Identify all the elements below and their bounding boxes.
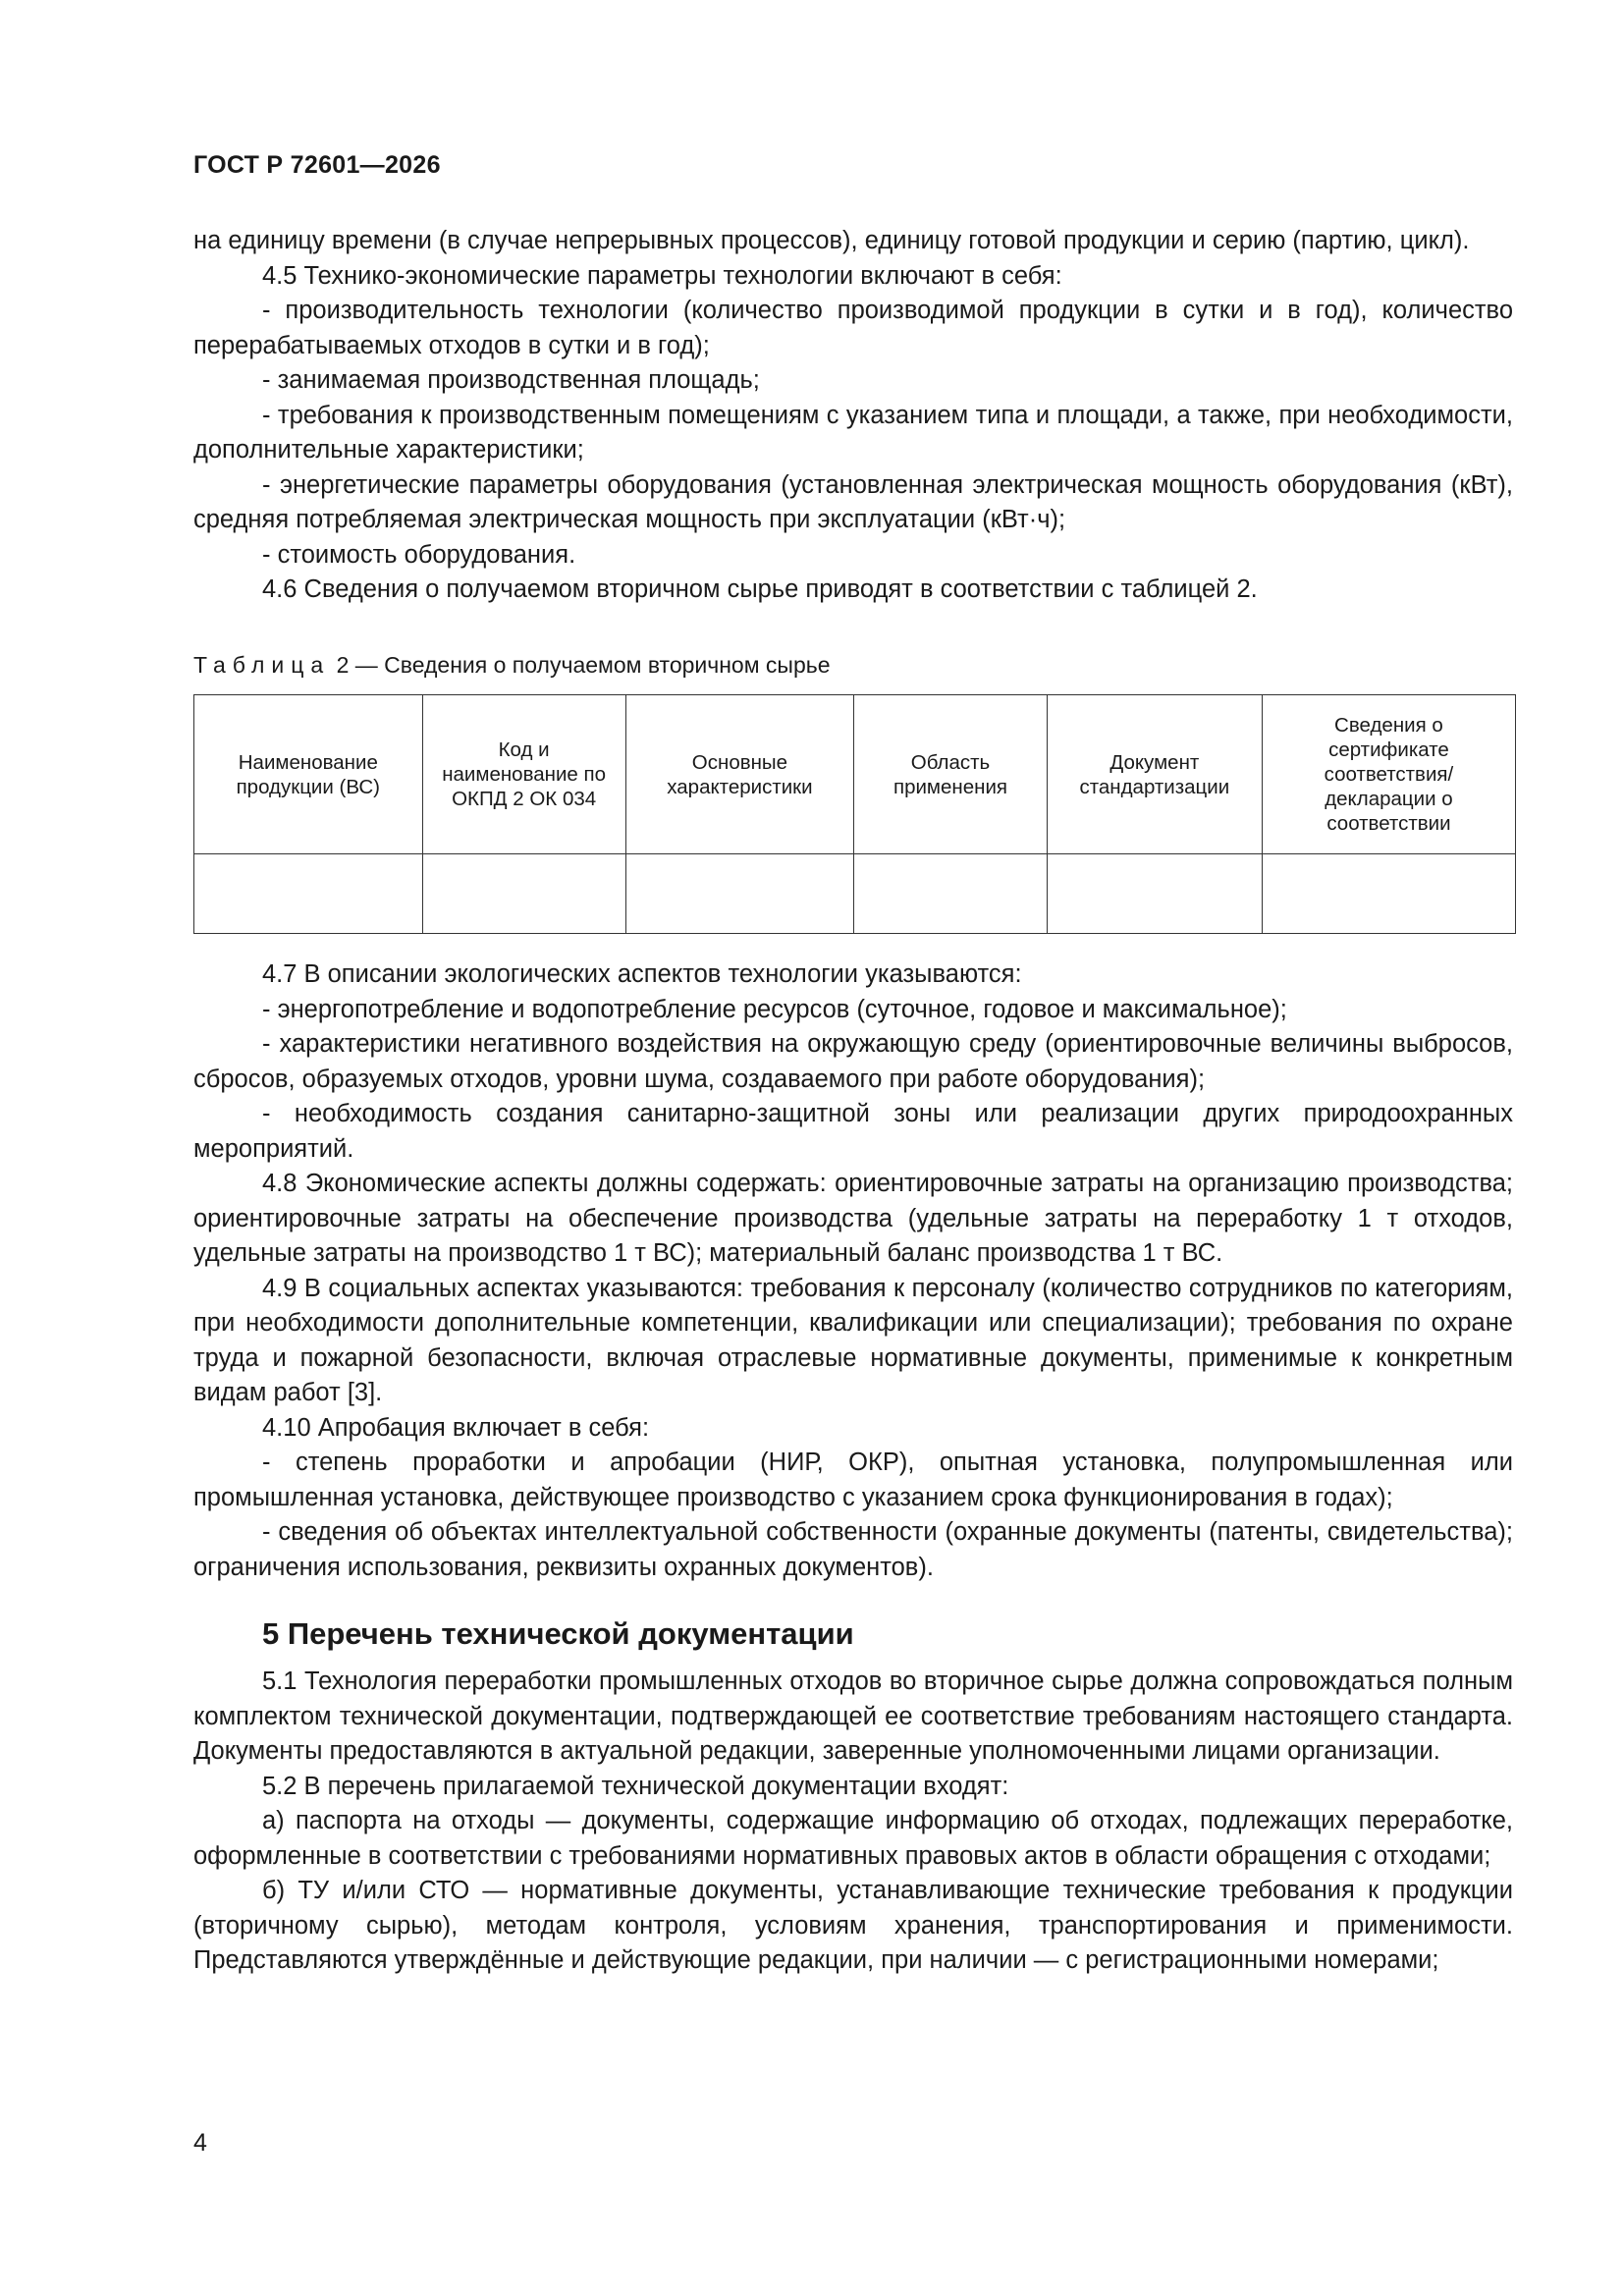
- table-header-cell: Документ стандартизации: [1047, 695, 1262, 854]
- table-caption-title: 2 — Сведения о получаемом вторичном сырье: [330, 652, 831, 678]
- body-text-block-1: [193, 224, 1513, 608]
- section-heading: 5 Перечень технической документации: [262, 1616, 854, 1651]
- table-header-cell: Сведения о сертификате соответствия/ декларации о соответствии: [1262, 695, 1515, 854]
- paragraph: 4.6 Сведения о получаемом вторичном сырье приводят в соответствии с таблицей 2.: [262, 575, 1258, 603]
- table-cell: [422, 854, 625, 934]
- document-header: ГОСТ Р 72601—2026: [193, 151, 441, 179]
- paragraph: - энергетические параметры оборудования (установленная электрическая мощность оборудования (кВт), средняя потребляемая электрическая мощность при эксплуатации (кВт·ч);: [193, 470, 1513, 533]
- table-caption: [193, 652, 831, 679]
- paragraph: - производительность технологии (количество производимой продукции в сутки и в год), количество перерабатываемых отходов в сутки и в год);: [193, 297, 1513, 359]
- paragraph: 5.2 В перечень прилагаемой технической документации входят:: [262, 1772, 1009, 1800]
- paragraph: 4.10 Апробация включает в себя:: [262, 1413, 650, 1442]
- table-header-cell: Наименование продукции (ВС): [194, 695, 423, 854]
- table-header-row: [194, 695, 1516, 854]
- table-cell: [1047, 854, 1262, 934]
- table-cell: [194, 854, 423, 934]
- paragraph: - энергопотребление и водопотребление ресурсов (суточное, годовое и максимальное);: [262, 995, 1287, 1023]
- paragraph: - занимаемая производственная площадь;: [262, 366, 760, 394]
- paragraph: 5.1 Технология переработки промышленных отходов во вторичное сырье должна сопровождаться полным комплектом технической документации, подтверждающей ее соответствие требованиям настоящего стандарта. Документы предоставляются в актуальной редакции, заверенные уполномоченными лицами организации.: [193, 1667, 1513, 1765]
- paragraph: 4.9 В социальных аспектах указываются: требования к персоналу (количество сотрудников по категориям, при необходимости дополнительные компетенции, квалификации или специализации); требования по охране труда и пожарной безопасности, включая отраслевые нормативные документы, применимые к конкретным видам работ [3].: [193, 1274, 1513, 1406]
- body-text-block-3: [193, 1665, 1513, 1979]
- paragraph: 4.7 В описании экологических аспектов технологии указываются:: [262, 960, 1022, 988]
- secondary-raw-materials-table: [193, 694, 1516, 934]
- table-caption-label: Таблица: [193, 652, 331, 678]
- table-cell: [1262, 854, 1515, 934]
- table-cell: [625, 854, 854, 934]
- paragraph: - стоимость оборудования.: [262, 540, 576, 569]
- paragraph: - требования к производственным помещениям с указанием типа и площади, а также, при необходимости, дополнительные характеристики;: [193, 401, 1513, 464]
- paragraph: на единицу времени (в случае непрерывных процессов), единицу готовой продукции и серию (партию, цикл).: [193, 227, 1470, 254]
- table-header-cell: Основные характеристики: [625, 695, 854, 854]
- body-text-block-2: [193, 957, 1513, 1585]
- paragraph: б) ТУ и/или СТО — нормативные документы, устанавливающие технические требования к продукции (вторичному сырью), методам контроля, условиям хранения, транспортирования и применимости. Представляются утверждённые и действующие редакции, при наличии — с регистрационными номерами;: [193, 1877, 1513, 1974]
- page-number: 4: [193, 2129, 207, 2157]
- table-cell: [854, 854, 1048, 934]
- paragraph: 4.5 Технико-экономические параметры технологии включают в себя:: [262, 261, 1062, 290]
- paragraph: - степень проработки и апробации (НИР, ОКР), опытная установка, полупромышленная или промышленная установка, действующее производство с указанием срока функционирования в годах);: [193, 1449, 1513, 1511]
- paragraph: - сведения об объектах интеллектуальной собственности (охранные документы (патенты, свидетельства); ограничения использования, реквизиты охранных документов).: [193, 1518, 1513, 1581]
- paragraph: - характеристики негативного воздействия на окружающую среду (ориентировочные величины выбросов, сбросов, образуемых отходов, уровни шума, создаваемого при работе оборудования);: [193, 1030, 1513, 1093]
- paragraph: а) паспорта на отходы — документы, содержащие информацию об отходах, подлежащих переработке, оформленные в соответствии с требованиями нормативных правовых актов в области обращения с отходами;: [193, 1807, 1513, 1870]
- table-header-cell: Область применения: [854, 695, 1048, 854]
- paragraph: 4.8 Экономические аспекты должны содержать: ориентировочные затраты на организацию производства; ориентировочные затраты на обеспечение производства (удельные затраты на переработку 1 т отходов, удельные затраты на производство 1 т ВС); материальный баланс производства 1 т ВС.: [193, 1170, 1513, 1267]
- table-row: [194, 854, 1516, 934]
- table-header-cell: Код и наименование по ОКПД 2 ОК 034: [422, 695, 625, 854]
- paragraph: - необходимость создания санитарно-защитной зоны или реализации других природоохранных мероприятий.: [193, 1100, 1513, 1163]
